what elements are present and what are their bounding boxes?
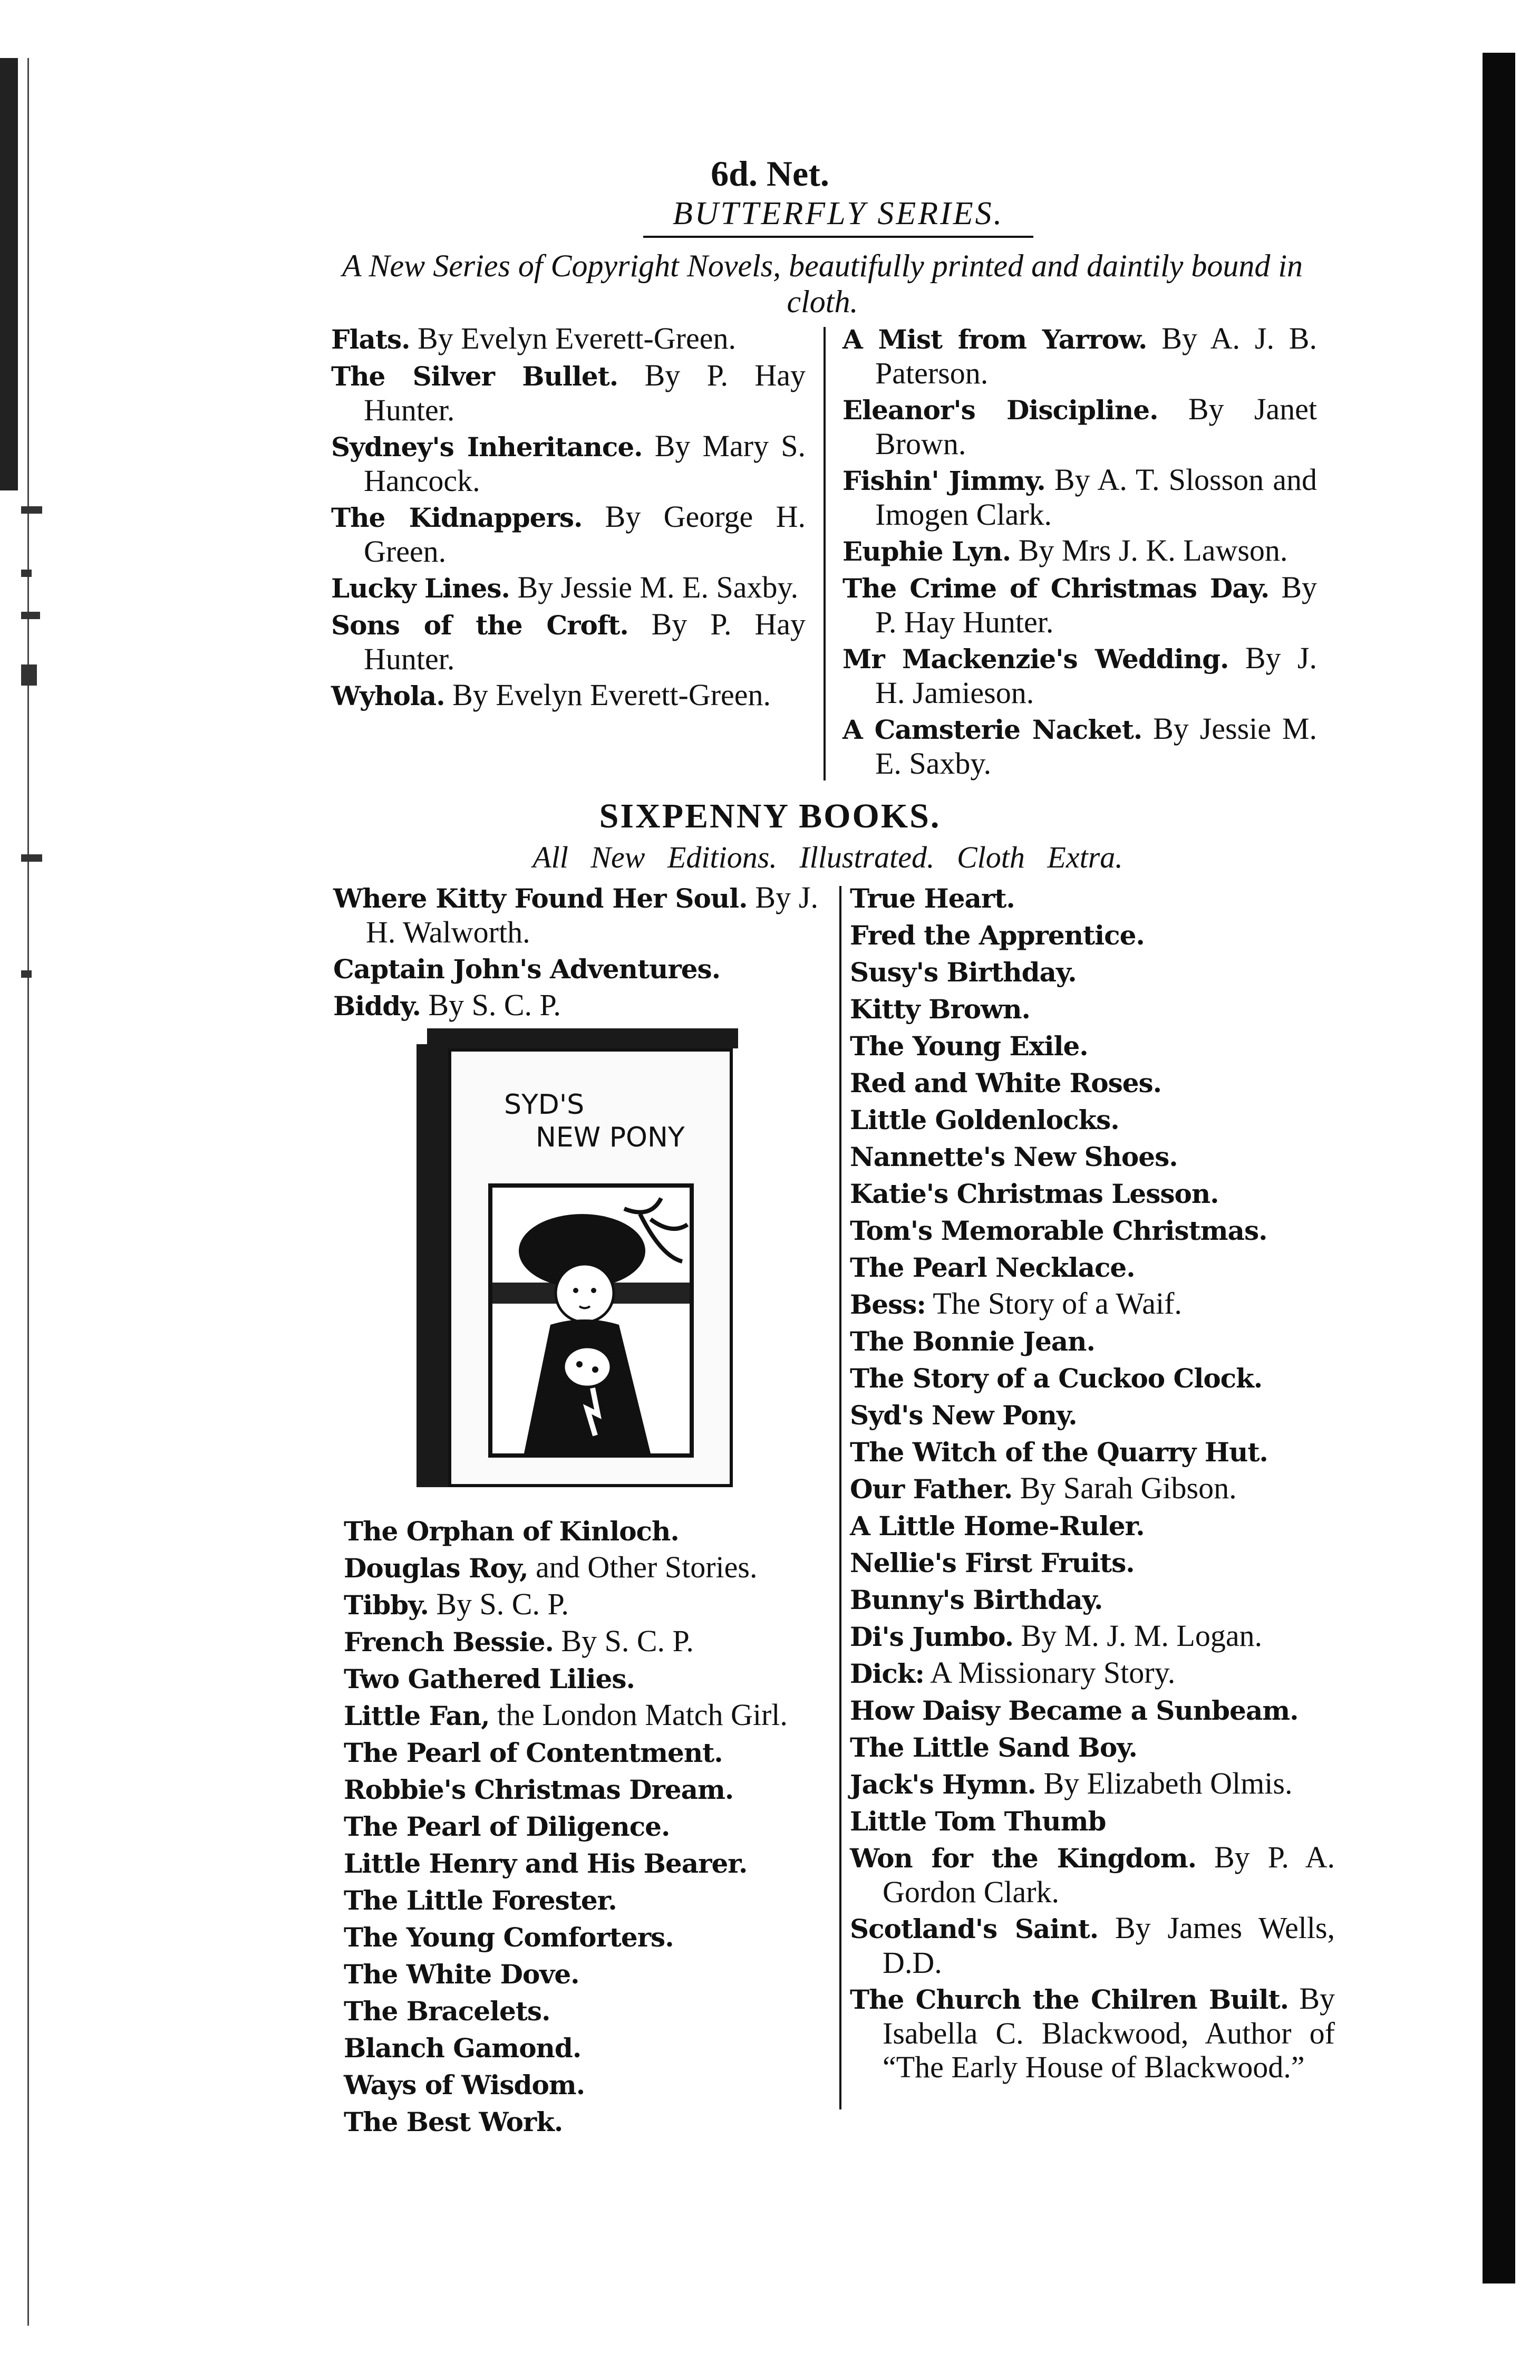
book-title: Where Kitty Found Her Soul. bbox=[333, 883, 748, 914]
book-entry bbox=[344, 1809, 824, 1844]
book-title: Sydney's Inheritance. bbox=[331, 431, 643, 462]
book-entry bbox=[344, 1550, 824, 1585]
book-entry bbox=[850, 1982, 1335, 2084]
book-title: The Little Sand Boy. bbox=[850, 1732, 1137, 1763]
book-title: Little Tom Thumb bbox=[850, 1806, 1106, 1837]
book-title: Flats. bbox=[331, 324, 410, 355]
book-title: The Young Exile. bbox=[850, 1030, 1088, 1062]
sixpenny-list-right bbox=[850, 881, 1335, 2086]
book-title: Dick: bbox=[850, 1658, 924, 1689]
book-entry bbox=[331, 608, 806, 676]
cover-title-line2: NEW PONY bbox=[536, 1122, 685, 1153]
book-entry bbox=[842, 712, 1317, 781]
book-entry bbox=[344, 1883, 824, 1918]
book-author: By P. Hay Hunter. bbox=[364, 607, 806, 676]
book-title: Lucky Lines. bbox=[331, 573, 510, 604]
book-title: Little Henry and His Bearer. bbox=[344, 1848, 748, 1879]
book-title: The Silver Bullet. bbox=[331, 361, 618, 392]
book-entry bbox=[842, 463, 1317, 532]
book-entry bbox=[331, 571, 806, 605]
book-entry bbox=[333, 881, 818, 949]
page-edge-rule bbox=[27, 58, 29, 2326]
book-entry bbox=[331, 678, 806, 713]
book-title: Blanch Gamond. bbox=[344, 2032, 582, 2064]
book-title: Jack's Hymn. bbox=[850, 1769, 1036, 1800]
book-title: Robbie's Christmas Dream. bbox=[344, 1774, 734, 1805]
cover-title bbox=[493, 1088, 704, 1154]
book-entry bbox=[333, 988, 818, 1023]
series-title: BUTTERFLY SERIES. bbox=[643, 195, 1033, 238]
book-entry bbox=[850, 991, 1335, 1026]
book-title: True Heart. bbox=[850, 883, 1015, 914]
column-divider bbox=[824, 327, 826, 781]
book-title: Biddy. bbox=[333, 990, 421, 1022]
book-title: A Little Home-Ruler. bbox=[850, 1510, 1145, 1541]
book-author: By Jessie M. E. Saxby. bbox=[875, 711, 1317, 781]
book-entry bbox=[850, 1102, 1335, 1137]
book-author: By George H. Green. bbox=[364, 499, 806, 568]
book-title: The Bracelets. bbox=[344, 1996, 550, 2027]
book-title: A Camsterie Nacket. bbox=[842, 714, 1142, 745]
book-entry bbox=[344, 2067, 824, 2102]
butterfly-list-left bbox=[331, 322, 806, 715]
book-entry bbox=[344, 1846, 824, 1881]
book-title: Nannette's New Shoes. bbox=[850, 1141, 1178, 1172]
book-author: By A. T. Slosson and Imogen Clark. bbox=[875, 462, 1317, 532]
book-entry bbox=[344, 2104, 824, 2139]
book-entry bbox=[344, 1735, 824, 1770]
book-entry bbox=[331, 500, 806, 568]
book-title: Di's Jumbo. bbox=[850, 1621, 1013, 1652]
book-title: Little Goldenlocks. bbox=[850, 1104, 1119, 1135]
book-title: Wyhola. bbox=[331, 680, 445, 711]
book-entry bbox=[344, 2030, 824, 2065]
book-entry bbox=[344, 1624, 824, 1659]
book-title: The Best Work. bbox=[344, 2106, 563, 2137]
cover-picture-frame bbox=[488, 1183, 694, 1458]
book-author: the London Match Girl. bbox=[489, 1698, 788, 1732]
cover-spine bbox=[417, 1044, 448, 1487]
book-entry bbox=[842, 571, 1317, 639]
book-title: The Young Comforters. bbox=[344, 1922, 674, 1953]
book-author: By P. Hay Hunter. bbox=[875, 570, 1318, 639]
book-title: The Bonnie Jean. bbox=[850, 1326, 1095, 1357]
book-author: The Story of a Waif. bbox=[925, 1286, 1182, 1321]
book-title: Douglas Roy, bbox=[344, 1553, 528, 1584]
book-entry bbox=[850, 1139, 1335, 1174]
book-entry bbox=[850, 1767, 1335, 1801]
book-entry bbox=[850, 1656, 1335, 1691]
book-entry bbox=[850, 1730, 1335, 1765]
book-entry bbox=[850, 1065, 1335, 1100]
book-title: Captain John's Adventures. bbox=[333, 953, 721, 985]
page-edge-left bbox=[0, 58, 18, 490]
book-title: Scotland's Saint. bbox=[850, 1913, 1099, 1944]
book-author: By Sarah Gibson. bbox=[1012, 1471, 1237, 1505]
cover-front bbox=[448, 1048, 733, 1487]
book-author: By S. C. P. bbox=[428, 1587, 569, 1621]
book-author: By J. H. Walworth. bbox=[366, 880, 818, 949]
book-entry bbox=[850, 1324, 1335, 1358]
book-entry bbox=[850, 1471, 1335, 1506]
book-entry bbox=[333, 951, 818, 986]
book-entry bbox=[331, 322, 806, 356]
book-author: By James Wells, D.D. bbox=[883, 1911, 1335, 1980]
book-entry bbox=[850, 918, 1335, 952]
book-title: Won for the Kingdom. bbox=[850, 1843, 1197, 1874]
book-author: By Elizabeth Olmis. bbox=[1035, 1766, 1293, 1800]
book-author: By P. A. Gordon Clark. bbox=[883, 1840, 1335, 1909]
book-entry bbox=[344, 1514, 824, 1548]
girl-portrait-icon bbox=[492, 1188, 690, 1453]
book-title: The Story of a Cuckoo Clock. bbox=[850, 1363, 1263, 1394]
column-divider-sixpenny bbox=[839, 886, 841, 2109]
book-entry bbox=[850, 1693, 1335, 1728]
book-cover-illustration bbox=[417, 1028, 743, 1492]
book-entry bbox=[344, 1957, 824, 1991]
book-entry bbox=[850, 955, 1335, 989]
cover-title-line1: SYD'S bbox=[504, 1089, 585, 1121]
book-entry bbox=[842, 534, 1317, 568]
book-author: By Mrs J. K. Lawson. bbox=[1011, 533, 1288, 567]
book-title: The Little Forester. bbox=[344, 1885, 617, 1916]
book-title: Fishin' Jimmy. bbox=[842, 465, 1045, 496]
book-title: Kitty Brown. bbox=[850, 994, 1030, 1025]
book-title: Bunny's Birthday. bbox=[850, 1584, 1103, 1615]
book-entry bbox=[850, 1250, 1335, 1285]
book-title: Nellie's First Fruits. bbox=[850, 1547, 1135, 1578]
book-author: By Mary S. Hancock. bbox=[364, 429, 806, 498]
book-author: By Evelyn Everett-Green. bbox=[410, 321, 736, 355]
book-title: Two Gathered Lilies. bbox=[344, 1663, 635, 1694]
book-title: Euphie Lyn. bbox=[842, 536, 1011, 567]
book-title: The Witch of the Quarry Hut. bbox=[850, 1437, 1268, 1468]
book-author: By Jessie M. E. Saxby. bbox=[509, 570, 799, 604]
book-title: Sons of the Croft. bbox=[331, 610, 628, 641]
book-title: Syd's New Pony. bbox=[850, 1400, 1077, 1431]
book-entry bbox=[842, 641, 1317, 710]
sixpenny-list-left-bottom bbox=[344, 1514, 824, 2141]
book-author: By P. Hay Hunter. bbox=[364, 358, 806, 427]
book-entry bbox=[850, 1176, 1335, 1211]
sixpenny-heading: SIXPENNY BOOKS. bbox=[599, 797, 941, 835]
book-author: By S. C. P. bbox=[420, 988, 561, 1022]
book-title: Red and White Roses. bbox=[850, 1067, 1162, 1099]
book-entry bbox=[850, 1508, 1335, 1543]
book-entry bbox=[344, 1920, 824, 1954]
book-author: By M. J. M. Logan. bbox=[1013, 1618, 1263, 1653]
book-entry bbox=[850, 1804, 1335, 1838]
book-entry bbox=[850, 1841, 1335, 1909]
book-title: Mr Mackenzie's Wedding. bbox=[842, 643, 1229, 675]
book-author: By S. C. P. bbox=[553, 1624, 694, 1658]
book-title: The White Dove. bbox=[344, 1959, 579, 1990]
book-title: The Pearl of Diligence. bbox=[344, 1811, 670, 1842]
book-entry bbox=[850, 1911, 1335, 1980]
book-entry bbox=[850, 881, 1335, 916]
book-entry bbox=[344, 1993, 824, 2028]
series-description: A New Series of Copyright Novels, beautifully printed and daintily bound in cloth. bbox=[342, 248, 1303, 319]
book-entry bbox=[850, 1434, 1335, 1469]
book-entry bbox=[344, 1698, 824, 1733]
book-title: The Church the Chilren Built. bbox=[850, 1984, 1289, 2015]
book-title: Fred the Apprentice. bbox=[850, 920, 1145, 951]
book-title: The Kidnappers. bbox=[331, 502, 583, 533]
sixpenny-list-left-top bbox=[333, 881, 818, 1025]
book-entry bbox=[850, 1398, 1335, 1432]
book-title: Katie's Christmas Lesson. bbox=[850, 1178, 1219, 1209]
book-title: The Pearl Necklace. bbox=[850, 1252, 1135, 1283]
book-entry bbox=[331, 429, 806, 498]
book-title: The Orphan of Kinloch. bbox=[344, 1516, 679, 1547]
cover-top-edge bbox=[427, 1028, 738, 1048]
book-entry bbox=[331, 359, 806, 427]
book-author: A Missionary Story. bbox=[924, 1655, 1176, 1690]
book-entry bbox=[344, 1661, 824, 1696]
book-entry bbox=[344, 1587, 824, 1622]
book-entry bbox=[850, 1213, 1335, 1248]
book-author: By Isabella C. Blackwood, Author of “The Early House of Blackwood.” bbox=[883, 1981, 1335, 2084]
book-author: and Other Stories. bbox=[528, 1550, 758, 1584]
book-title: Eleanor's Discipline. bbox=[842, 394, 1158, 426]
book-entry bbox=[850, 1582, 1335, 1617]
sixpenny-subtitle: All New Editions. Illustrated. Cloth Extra. bbox=[532, 840, 1123, 874]
book-title: The Crime of Christmas Day. bbox=[842, 573, 1270, 604]
book-author: By Janet Brown. bbox=[875, 392, 1318, 461]
butterfly-list-right bbox=[842, 322, 1317, 783]
book-entry bbox=[344, 1772, 824, 1807]
book-entry bbox=[850, 1545, 1335, 1580]
book-title: How Daisy Became a Sunbeam. bbox=[850, 1695, 1299, 1726]
book-entry bbox=[850, 1361, 1335, 1395]
book-title: The Pearl of Contentment. bbox=[344, 1737, 723, 1768]
book-title: Little Fan, bbox=[344, 1700, 490, 1731]
book-title: Tibby. bbox=[344, 1589, 429, 1621]
book-title: Ways of Wisdom. bbox=[344, 2069, 585, 2100]
book-title: French Bessie. bbox=[344, 1626, 554, 1658]
book-title: Bess: bbox=[850, 1289, 926, 1320]
page-edge-right bbox=[1483, 53, 1515, 2283]
book-author: By J. H. Jamieson. bbox=[875, 641, 1317, 710]
book-title: Susy's Birthday. bbox=[850, 957, 1077, 988]
book-author: By Evelyn Everett-Green. bbox=[444, 678, 771, 712]
book-entry bbox=[842, 322, 1317, 390]
book-entry bbox=[842, 392, 1317, 461]
book-title: Our Father. bbox=[850, 1473, 1013, 1505]
book-author: By A. J. B. Paterson. bbox=[875, 321, 1317, 390]
book-title: A Mist from Yarrow. bbox=[842, 324, 1147, 355]
book-entry bbox=[850, 1028, 1335, 1063]
book-entry bbox=[850, 1619, 1335, 1654]
book-title: Tom's Memorable Christmas. bbox=[850, 1215, 1267, 1246]
book-entry bbox=[850, 1287, 1335, 1322]
price-heading: 6d. Net. bbox=[711, 153, 829, 194]
